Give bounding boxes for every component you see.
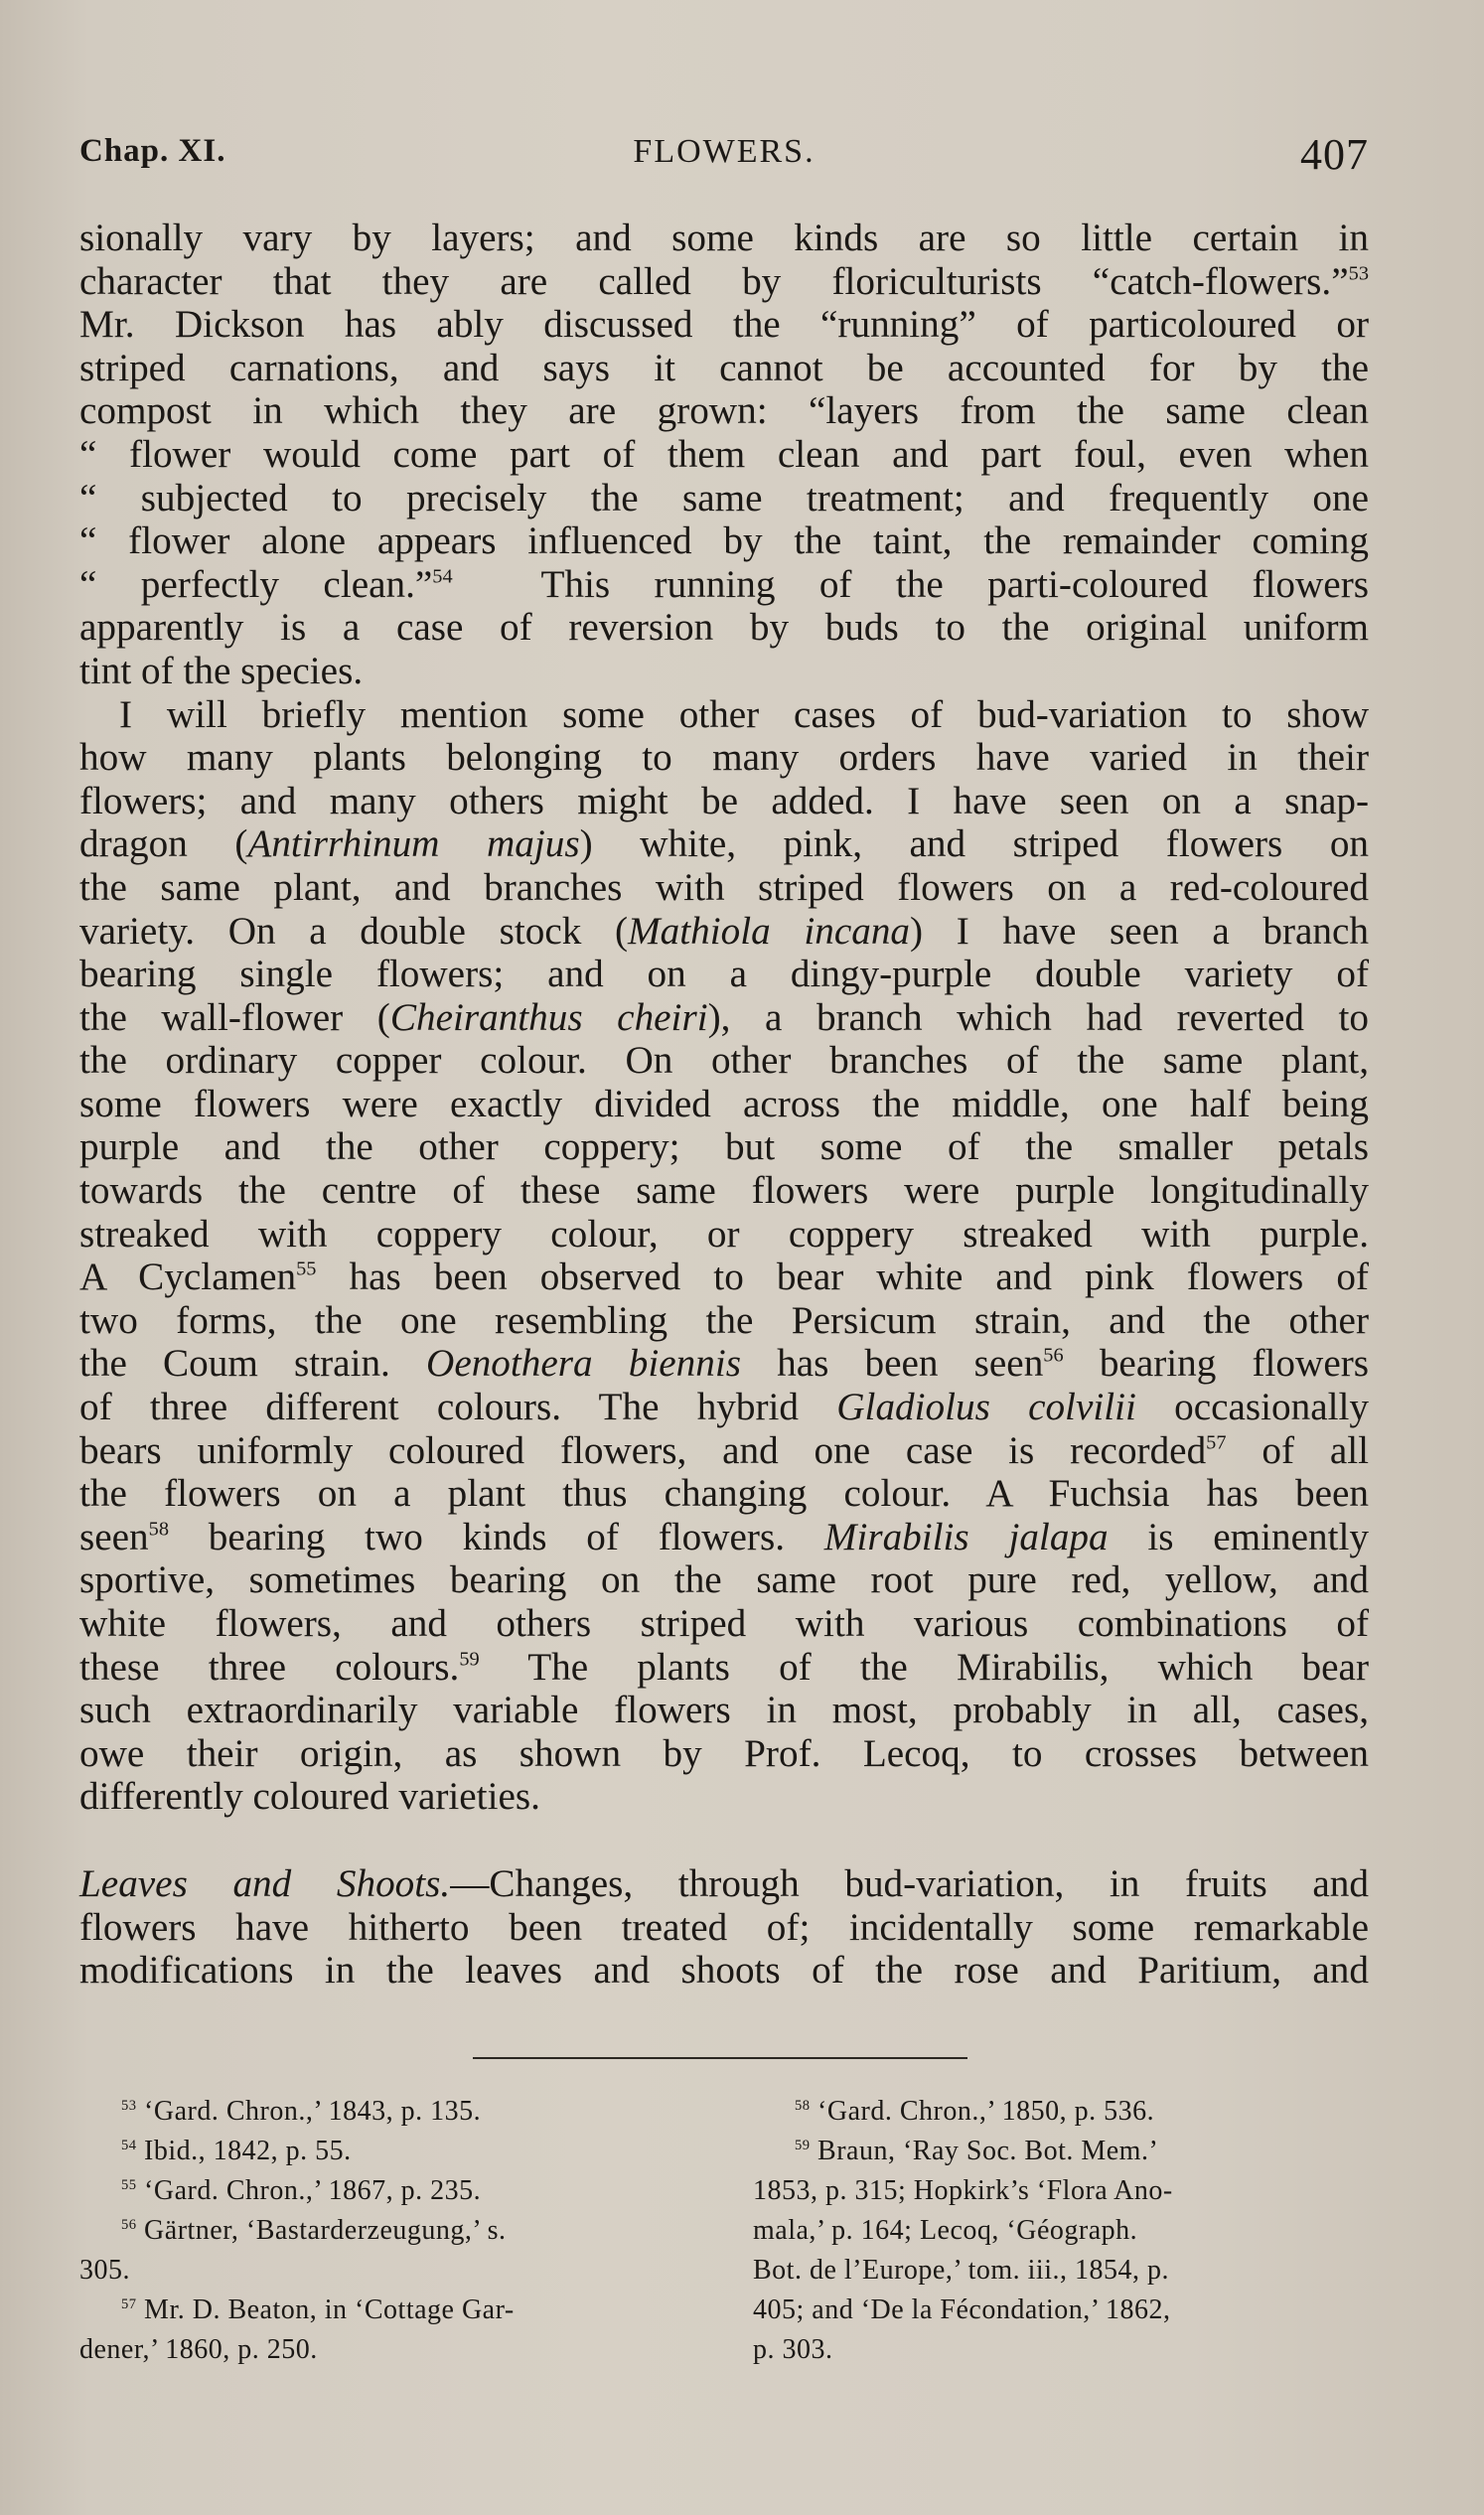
text-line: “ subjected to precisely the same treatment; and frequently one [79,476,1369,519]
text-line: sionally vary by layers; and some kinds are so little certain in [79,217,1369,259]
footnote: $^{54}$ Ibid., 1842, p. 55. [121,2136,352,2166]
running-header [79,129,1369,189]
text-line: character that they are called by floriculturists “catch-flowers.”$^{53}$ [79,259,1369,303]
footnote: $^{53}$ ‘Gard. Chron.,’ 1843, p. 135. [121,2096,482,2127]
species-name: Mirabilis jalapa [823,1515,1109,1558]
text-line: the ordinary copper colour. On other branches of the same plant, [79,1039,1369,1083]
text-line: such extraordinarily variable flowers in most, probably in all, cases, [79,1689,1369,1732]
text-line: differently coloured varieties. [79,1775,540,1819]
text-line: the wall-flower (Cheiranthus cheiri), a branch which had reverted to [79,995,1370,1039]
species-name: Gladiolus colvilii [836,1386,1136,1429]
section-heading: Leaves and Shoots. [79,1861,451,1905]
text-line: flowers; and many others might be added. I have seen on a snap- [79,779,1369,822]
text-line: Leaves and Shoots.—Changes, through bud-variation, in fruits and [79,1861,1369,1905]
species-name: Cheiranthus cheiri [389,995,708,1039]
text-line: compost in which they are grown: “layers from the same clean [79,389,1369,433]
text-line: “ flower would come part of them clean and part foul, even when [79,432,1369,476]
text-line: I will briefly mention some other cases of bud-variation to show [119,692,1369,736]
footnote-ref: 53 [1348,262,1369,285]
text-line: how many plants belonging to many orders have varied in their [79,736,1369,780]
paragraph-leaves-shoots [79,1862,1369,1993]
text-line: dragon (Antirrhinum majus) white, pink, and striped flowers on [79,822,1370,866]
footnote-ref: 57 [1206,1431,1227,1454]
text-line: of three different colours. The hybrid Gladiolus colvilii occasionally [79,1386,1369,1429]
text-line: these three colours.$^{59}$ The plants of the Mirabilis, which bear [79,1645,1369,1689]
text-line: owe their origin, as shown by Prof. Lecoq, to crosses between [79,1731,1369,1775]
text-line: towards the centre of these same flowers were purple longitudinally [79,1169,1369,1213]
chapter-label: Chap. XI. [79,133,226,169]
paragraph-continuation [79,217,1369,693]
text-line: bears uniformly coloured flowers, and one case is recorded$^{57}$ of all [79,1428,1369,1472]
text-line: “ perfectly clean.”$^{54}$ This running of the parti-coloured flowers [79,562,1370,606]
text-line: the same plant, and branches with striped flowers on a red-coloured [79,865,1369,909]
species-name: Mathiola incana [628,909,911,953]
text-line: streaked with coppery colour, or coppery streaked with purple. [79,1212,1369,1256]
text-line: flowers have hitherto been treated of; incidentally some remarkable [79,1905,1369,1949]
text-line: sportive, sometimes bearing on the same root pure red, yellow, and [79,1558,1369,1602]
footnote-divider [473,2057,967,2059]
page-title: FLOWERS. [633,133,816,170]
footnotes-left [79,2092,695,2370]
text-line: Mr. Dickson has ably discussed the “running” of particoloured or [79,303,1369,347]
text-line: the flowers on a plant thus changing colour. A Fuchsia has been [79,1472,1369,1516]
footnote-ref: 55 [296,1258,317,1280]
footnote-ref: 58 [148,1518,170,1541]
text-line: some flowers were exactly divided across the middle, one half being [79,1082,1369,1125]
text-line: “ flower alone appears influenced by the taint, the remainder coming [79,519,1369,563]
text-line: apparently is a case of reversion by buds to the original uniform [79,606,1369,650]
text-line: purple and the other coppery; but some of the smaller petals [79,1125,1369,1169]
section-gap [79,1819,1369,1862]
footnote: $^{56}$ Gärtner, ‘Bastarderzeugung,’ s. 305. [79,2215,507,2286]
text-line: seen$^{58}$ bearing two kinds of flowers. Mirabilis jalapa is eminently [79,1515,1369,1558]
text-line: bearing single flowers; and on a dingy-purple double variety of [79,953,1369,996]
text-line: striped carnations, and says it cannot be accounted for by the [79,346,1369,389]
species-name: Antirrhinum majus [247,822,580,866]
text-line: tint of the species. [79,649,364,692]
text-line: variety. On a double stock (Mathiola incana) I have seen a branch [79,909,1370,953]
footnote: $^{55}$ ‘Gard. Chron.,’ 1867, p. 235. [121,2175,482,2206]
footnote: $^{57}$ Mr. D. Beaton, in ‘Cottage Gar- dener,’ 1860, p. 250. [79,2294,515,2365]
text-line: the Coum strain. Oenothera biennis has been seen$^{56}$ bearing flowers [79,1342,1370,1386]
text-line: A Cyclamen$^{55}$ has been observed to bear white and pink flowers of [79,1256,1369,1299]
text-line: modifications in the leaves and shoots of the rose and Paritium, and [79,1949,1369,1993]
paragraph-bud-variation [79,693,1369,1819]
page-number: 407 [1300,130,1369,179]
species-name: Oenothera biennis [426,1342,741,1386]
footnote-ref: 54 [432,565,453,588]
footnotes-right [753,2092,1371,2370]
footnote: $^{59}$ Braun, ‘Ray Soc. Bot. Mem.’ 1853, p. 315; Hopkirk’s ‘Flora Ano- mala,’ p. 164; Lecoq, ‘Géograph. Bot. de l’Europe,’ tom. iii., 1854, p. 405; and ‘De la Fécondation,’ 1862, p. 303. [753,2136,1173,2365]
footnote-ref: 59 [459,1648,480,1671]
text-line: two forms, the one resembling the Persicum strain, and the other [79,1298,1369,1342]
text-line: white flowers, and others striped with various combinations of [79,1602,1369,1645]
footnote: $^{58}$ ‘Gard. Chron.,’ 1850, p. 536. [795,2096,1155,2127]
main-text [79,217,1369,1993]
footnote-ref: 56 [1043,1345,1064,1368]
